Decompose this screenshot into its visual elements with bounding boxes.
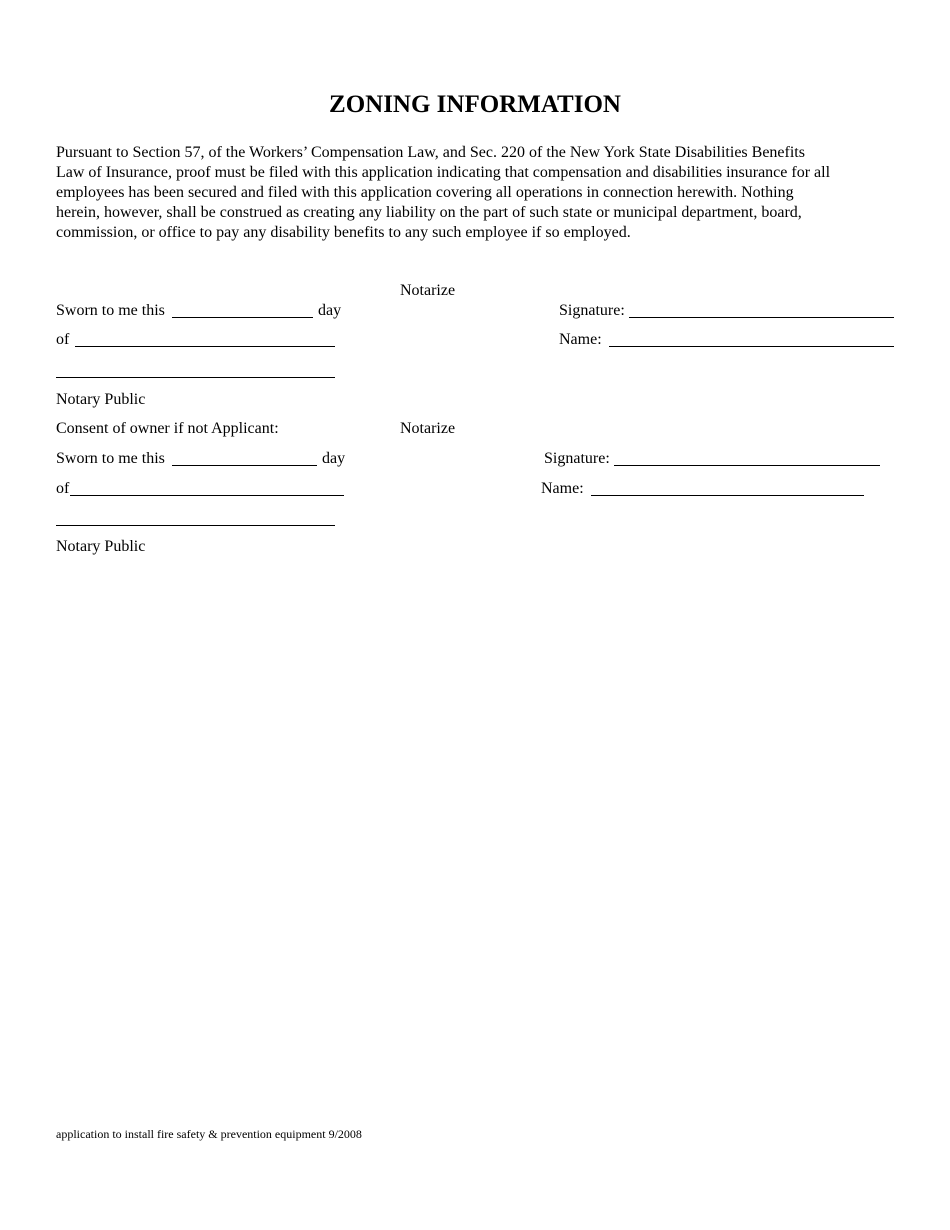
- consent-label: Consent of owner if not Applicant:: [56, 420, 279, 437]
- notarize-label: Notarize: [400, 282, 456, 299]
- notarize-label: Notarize: [400, 420, 456, 437]
- of-field[interactable]: [70, 495, 344, 496]
- page-title: ZONING INFORMATION: [329, 91, 621, 118]
- notary-signature-line[interactable]: [56, 525, 335, 526]
- paragraph-line: herein, however, shall be construed as creating any liability on the part of such state or municipal department, board,: [56, 204, 802, 221]
- day-label: day: [322, 450, 346, 467]
- sworn-label: Sworn to me this: [56, 302, 165, 319]
- legal-paragraph: [56, 143, 896, 243]
- signature-field[interactable]: [614, 465, 880, 466]
- notary-public-label: Notary Public: [56, 538, 146, 555]
- name-field[interactable]: [591, 495, 864, 496]
- sworn-label: Sworn to me this: [56, 450, 165, 467]
- paragraph-line: Pursuant to Section 57, of the Workers’ Compensation Law, and Sec. 220 of the New York State Disabilities Benefits: [56, 144, 805, 161]
- sworn-day-field[interactable]: [172, 465, 317, 466]
- paragraph-line: commission, or office to pay any disability benefits to any such employee if so employed.: [56, 224, 631, 241]
- sworn-day-field[interactable]: [172, 317, 313, 318]
- of-field[interactable]: [75, 346, 335, 347]
- signature-label: Signature:: [559, 302, 625, 319]
- of-label: of: [56, 331, 70, 348]
- signature-field[interactable]: [629, 317, 894, 318]
- footer-note: application to install fire safety & prevention equipment 9/2008: [56, 1127, 362, 1141]
- name-label: Name:: [559, 331, 602, 348]
- paragraph-line: employees has been secured and filed with this application covering all operations in connection herewith. Nothing: [56, 184, 794, 201]
- paragraph-line: Law of Insurance, proof must be filed with this application indicating that compensation and disabilities insurance for all: [56, 164, 831, 181]
- notary-public-label: Notary Public: [56, 391, 146, 408]
- notary-signature-line[interactable]: [56, 377, 335, 378]
- name-label: Name:: [541, 480, 584, 497]
- of-label: of: [56, 480, 70, 497]
- day-label: day: [318, 302, 342, 319]
- name-field[interactable]: [609, 346, 894, 347]
- signature-label: Signature:: [544, 450, 610, 467]
